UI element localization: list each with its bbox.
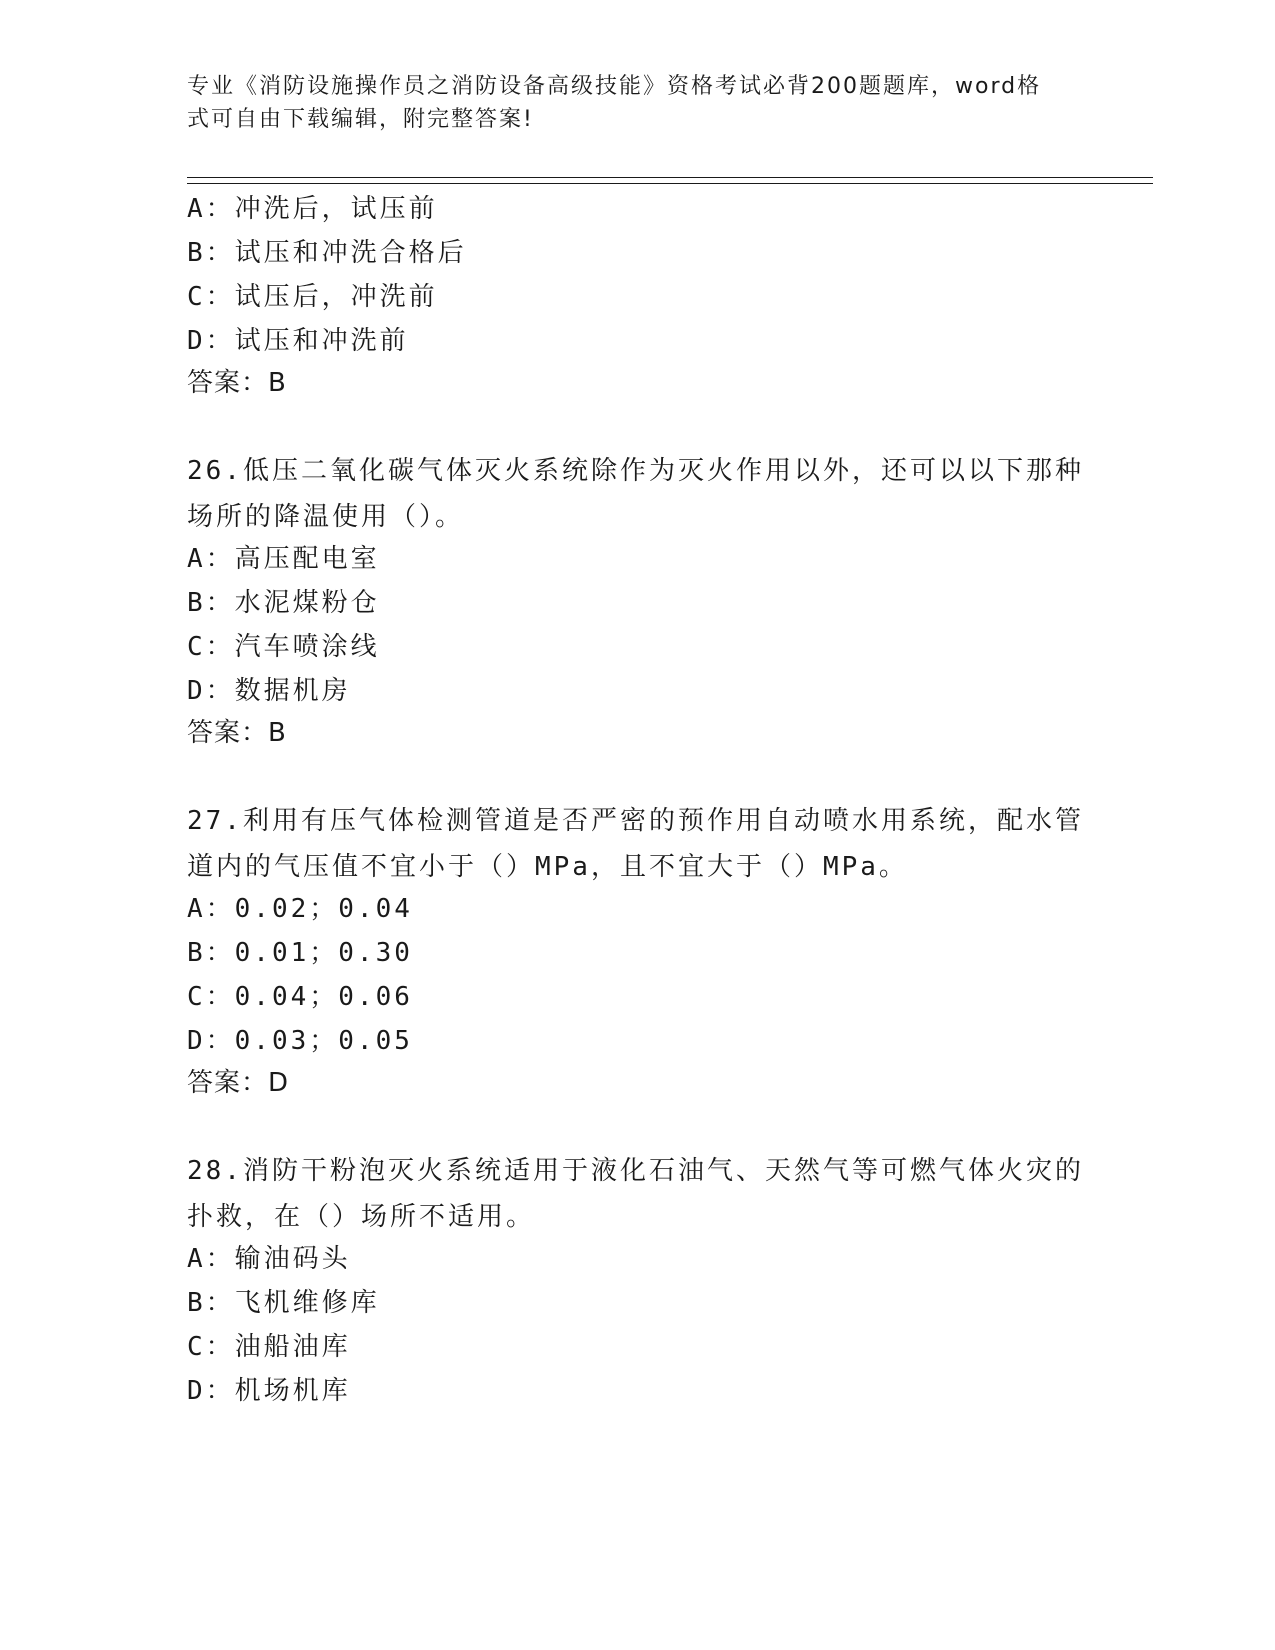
q28-option-d: D：机场机库 bbox=[187, 1376, 351, 1406]
header-divider-top bbox=[187, 177, 1153, 178]
q25-option-a: A：冲洗后，试压前 bbox=[187, 194, 438, 224]
q26-option-c: C：汽车喷涂线 bbox=[187, 632, 380, 662]
q25-answer: 答案：B bbox=[187, 368, 287, 398]
q26-answer: 答案：B bbox=[187, 718, 287, 748]
q28-option-a: A：输油码头 bbox=[187, 1244, 351, 1274]
q27-stem bbox=[187, 798, 1087, 890]
header-line-2: 式可自由下载编辑，附完整答案! bbox=[187, 107, 534, 132]
document-header bbox=[187, 70, 1067, 136]
q27-option-d: D：0.03；0.05 bbox=[187, 1026, 413, 1056]
q28-stem-line-1: 28.消防干粉泡灭火系统适用于液化石油气、天然气等可燃气体火灾的 bbox=[187, 1156, 1084, 1186]
header-divider-bottom bbox=[187, 183, 1153, 184]
q27-stem-line-1: 27.利用有压气体检测管道是否严密的预作用自动喷水用系统，配水管 bbox=[187, 806, 1084, 836]
q27-stem-line-2: 道内的气压值不宜小于（）MPa，且不宜大于（）MPa。 bbox=[187, 852, 908, 882]
q26-stem-line-2: 场所的降温使用（）。 bbox=[187, 502, 465, 532]
q26-option-b: B：水泥煤粉仓 bbox=[187, 588, 380, 618]
q25-option-b: B：试压和冲洗合格后 bbox=[187, 238, 467, 268]
q26-option-a: A：高压配电室 bbox=[187, 544, 380, 574]
q28-option-c: C：油船油库 bbox=[187, 1332, 351, 1362]
q26-stem bbox=[187, 448, 1087, 540]
q27-option-b: B：0.01；0.30 bbox=[187, 938, 413, 968]
header-line-1: 专业《消防设施操作员之消防设备高级技能》资格考试必背200题题库，word格 bbox=[187, 74, 1042, 99]
q28-option-b: B：飞机维修库 bbox=[187, 1288, 380, 1318]
q28-stem-line-2: 扑救，在（）场所不适用。 bbox=[187, 1202, 536, 1232]
q27-answer: 答案：D bbox=[187, 1068, 290, 1098]
q28-stem bbox=[187, 1148, 1087, 1240]
q26-stem-line-1: 26.低压二氧化碳气体灭火系统除作为灭火作用以外，还可以以下那种 bbox=[187, 456, 1084, 486]
q26-option-d: D：数据机房 bbox=[187, 676, 351, 706]
q27-option-a: A：0.02；0.04 bbox=[187, 894, 413, 924]
q25-option-c: C：试压后，冲洗前 bbox=[187, 282, 438, 312]
q27-option-c: C：0.04；0.06 bbox=[187, 982, 413, 1012]
q25-option-d: D：试压和冲洗前 bbox=[187, 326, 409, 356]
